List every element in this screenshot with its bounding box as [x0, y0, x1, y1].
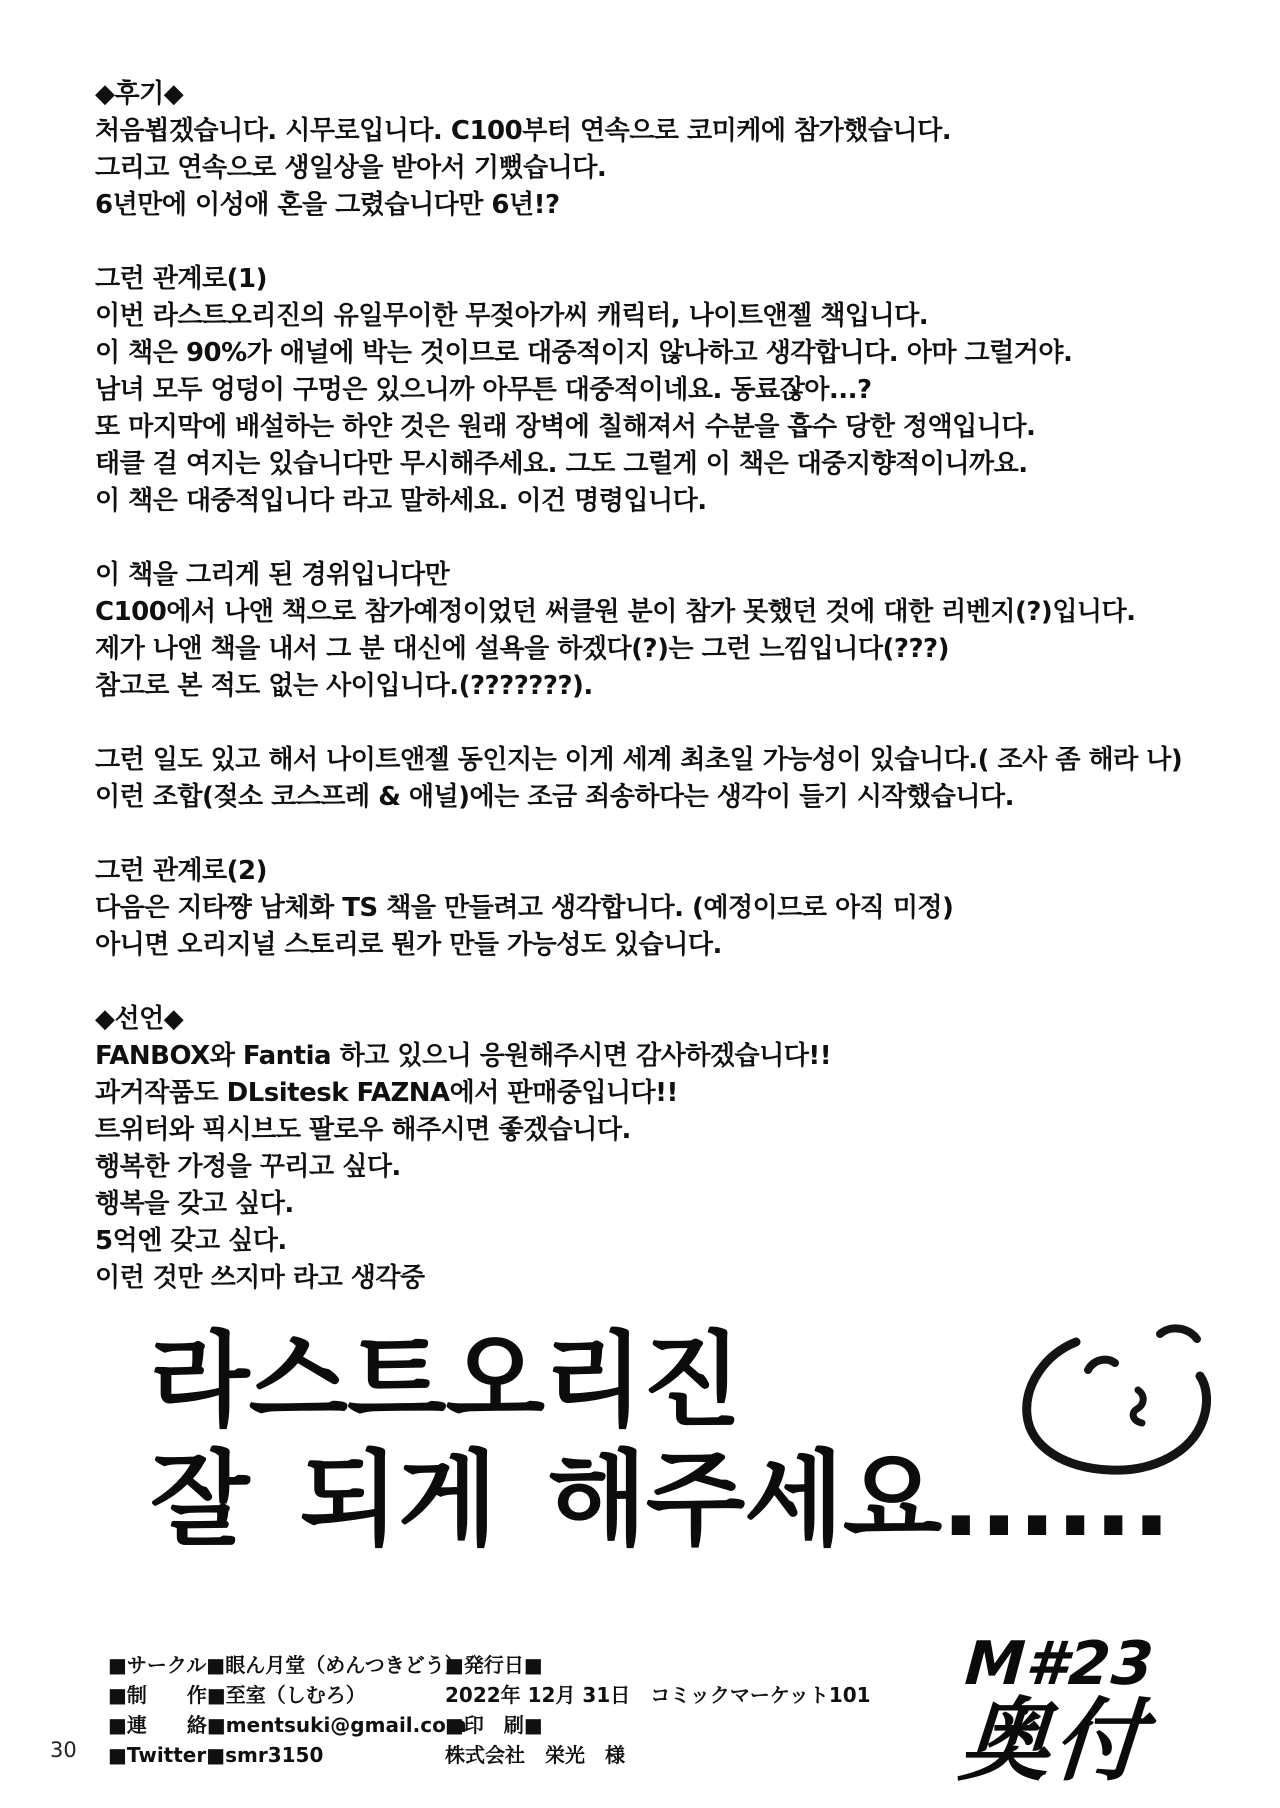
- paragraph-relation-1: [95, 261, 1235, 520]
- section-heading: 그런 관계로(1): [95, 264, 267, 294]
- page-number: 30: [50, 1738, 77, 1762]
- text-line: 이 책은 대중적입니다 라고 말하세요. 이건 명령입니다.: [95, 486, 707, 516]
- contact-email-row: ■連 絡■mentsuki@gmail.com: [108, 1713, 467, 1737]
- text-line: 행복을 갖고 싶다.: [95, 1189, 294, 1219]
- text-line: 이 책은 90%가 애널에 박는 것이므로 대중적이지 않나하고 생각합니다. 아마 그럴거야.: [95, 338, 1073, 368]
- text-line: 다음은 지타쨩 남체화 TS 책을 만들려고 생각합니다. (예정이므로 아직 미정): [95, 893, 954, 923]
- colophon-publication-info: [445, 1650, 871, 1770]
- text-line: 남녀 모두 엉덩이 구멍은 있으니까 아무튼 대중적이네요. 동료잖아...?: [95, 375, 872, 405]
- section-heading: ◆선언◆: [95, 1004, 184, 1034]
- text-line: 이런 것만 쓰지마 라고 생각중: [95, 1263, 425, 1293]
- stamp-event-code: M#23: [962, 1629, 1157, 1699]
- text-line: 또 마지막에 배설하는 하얀 것은 원래 장벽에 칠해져서 수분을 흡수 당한 정액입니다.: [95, 412, 1036, 442]
- colophon-circle-info: [108, 1650, 467, 1770]
- text-line: C100에서 나앤 책으로 참가예정이었던 써클원 분이 참가 못했던 것에 대한 리벤지(?)입니다.: [95, 597, 1136, 627]
- text-line: 제가 나앤 책을 내서 그 분 대신에 설욕을 하겠다(?)는 그런 느낌입니다(???): [95, 634, 950, 664]
- text-line: 과거작품도 DLsitesk FAZNA에서 판매중입니다!!: [95, 1078, 678, 1108]
- imprint-stamp: [956, 1629, 1198, 1794]
- text-line: 이런 조합(젖소 코스프레 & 애널)에는 조금 죄송하다는 생각이 들기 시작했습니다.: [95, 782, 1014, 812]
- text-line: 그런 일도 있고 해서 나이트앤젤 동인지는 이게 세계 최초일 가능성이 있습니다.( 조사 좀 해라 나): [95, 745, 1183, 775]
- text-line: 6년만에 이성애 혼을 그렸습니다만 6년!?: [95, 190, 560, 220]
- printer-label: ■印 刷■: [445, 1713, 543, 1737]
- text-line: 이번 라스트오리진의 유일무이한 무젖아가씨 캐릭터, 나이트앤젤 책입니다.: [95, 301, 929, 331]
- paragraph-world-first: [95, 742, 1235, 816]
- publication-date-value: 2022年 12月 31日 コミックマーケット101: [445, 1683, 871, 1707]
- text-line: 이 책을 그리게 된 경위입니다만: [95, 560, 450, 590]
- smiley-face-doodle-icon: [1012, 1318, 1227, 1478]
- publication-date-label: ■発行日■: [445, 1653, 543, 1677]
- paragraph-declaration: [95, 1001, 1235, 1297]
- printer-value: 株式会社 栄光 様: [445, 1743, 625, 1767]
- big-message-line1: 라스트오리진: [150, 1321, 741, 1441]
- paragraph-greeting: [95, 76, 1235, 224]
- paragraph-relation-2: [95, 853, 1235, 964]
- text-line: 처음뵙겠습니다. 시무로입니다. C100부터 연속으로 코미케에 참가했습니다.: [95, 116, 952, 146]
- stamp-okuzuke-label: 奥付: [956, 1689, 1152, 1794]
- text-line: 태클 걸 여지는 있습니다만 무시해주세요. 그도 그럴게 이 책은 대중지향적이니까요.: [95, 449, 1028, 479]
- text-line: 아니면 오리지널 스토리로 뭔가 만들 가능성도 있습니다.: [95, 930, 722, 960]
- paragraph-background: [95, 557, 1235, 705]
- text-line: FANBOX와 Fantia 하고 있으니 응원해주시면 감사하겠습니다!!: [95, 1041, 832, 1071]
- section-heading: 그런 관계로(2): [95, 856, 267, 886]
- text-line: 그리고 연속으로 생일상을 받아서 기뻤습니다.: [95, 153, 607, 183]
- text-line: 5억엔 갖고 싶다.: [95, 1226, 287, 1256]
- text-line: 참고로 본 적도 없는 사이입니다.(???????).: [95, 671, 593, 701]
- text-line: 트위터와 픽시브도 팔로우 해주시면 좋겠습니다.: [95, 1115, 631, 1145]
- afterword-text: [95, 76, 1235, 1334]
- author-row: ■制 作■至室（しむろ）: [108, 1683, 366, 1707]
- big-message-line2: 잘 되게 해주세요......: [150, 1440, 1170, 1560]
- twitter-row: ■Twitter■smr3150: [108, 1743, 324, 1767]
- circle-name-row: ■サークル■眼ん月堂（めんつきどう）: [108, 1653, 465, 1677]
- section-heading: ◆후기◆: [95, 79, 184, 109]
- text-line: 행복한 가정을 꾸리고 싶다.: [95, 1152, 401, 1182]
